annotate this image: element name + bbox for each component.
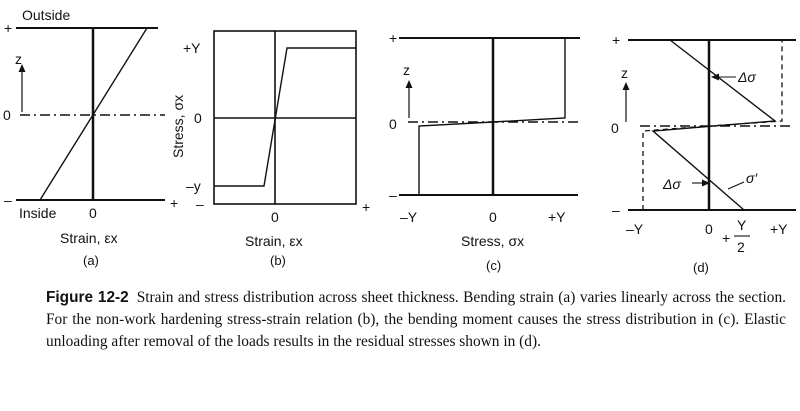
panel-a-inside-label: Inside — [19, 205, 57, 221]
panel-d-plus-y: +Y — [770, 221, 788, 237]
panel-c-minus-y: –Y — [400, 209, 418, 225]
panel-c-minus-bottom: – — [389, 187, 397, 203]
panel-d-zero-left: 0 — [611, 120, 619, 136]
panel-d-zero: 0 — [705, 221, 713, 237]
caption-text: Strain and stress distribution across sheet thickness. Bending strain (a) varies linearly across the section. For the non-work hardening stress-strain relation (b), the bending moment causes the stress distribution in (c). Elastic unloading after removal of the loads results in the residual stresses shown in (d). — [46, 289, 787, 350]
panel-d-plus-sign: + — [722, 230, 731, 246]
panel-d-z-label: z — [621, 65, 628, 81]
panel-a-zero-bottom: 0 — [89, 205, 97, 221]
panel-c — [389, 30, 580, 273]
panel-a-zero-left: 0 — [3, 107, 11, 123]
panel-b-tag: (b) — [270, 253, 286, 268]
panel-b-plus-y: +Y — [183, 40, 201, 56]
panel-c-plus-top: + — [389, 30, 398, 46]
panel-a — [3, 7, 178, 268]
panel-d-minus-y: –Y — [626, 221, 644, 237]
panel-b — [170, 31, 370, 268]
panel-d-delta-upper: Δσ — [738, 69, 756, 85]
panel-c-tag: (c) — [486, 258, 502, 273]
panel-b-minus-y: –y — [186, 178, 201, 194]
panel-d-z-arrowhead — [623, 82, 630, 90]
panel-a-minus-bottom: – — [4, 192, 12, 208]
panel-a-xlabel: Strain, εx — [60, 230, 118, 246]
panel-c-zero: 0 — [489, 209, 497, 225]
panel-a-tag: (a) — [83, 253, 99, 268]
figure-caption — [46, 287, 786, 353]
panel-d-minus-bottom: – — [612, 202, 620, 218]
panel-d-sigma-prime: σ′ — [746, 170, 758, 186]
panel-d — [611, 32, 796, 275]
panel-b-xlabel: Strain, εx — [245, 233, 303, 249]
panel-d-y-denominator: 2 — [737, 239, 745, 255]
panel-a-plus-bottom: + — [170, 195, 179, 211]
panel-c-z-label: z — [403, 62, 410, 78]
panel-d-y-numerator: Y — [737, 217, 747, 233]
panel-d-plus-top: + — [612, 32, 621, 48]
panel-c-zero-left: 0 — [389, 116, 397, 132]
panel-b-ylabel: Stress, σx — [170, 94, 186, 158]
panel-a-outside-label: Outside — [22, 7, 71, 23]
panel-d-sigma-leader — [728, 182, 744, 189]
caption-title: Figure 12-2 — [46, 289, 129, 306]
panel-b-plus-axis: + — [362, 199, 371, 215]
panel-b-stress-strain-curve — [214, 48, 356, 186]
panel-b-zero-bottom: 0 — [271, 209, 279, 225]
panel-c-z-arrowhead — [406, 80, 413, 88]
panel-c-plus-y: +Y — [548, 209, 566, 225]
panel-a-plus-top: + — [4, 20, 13, 36]
panel-d-tag: (d) — [693, 260, 709, 275]
panel-d-delta-lower: Δσ — [663, 176, 681, 192]
panel-c-xlabel: Stress, σx — [461, 233, 525, 249]
panel-a-z-label: z — [15, 51, 22, 67]
panel-b-minus-axis: – — [196, 196, 204, 212]
panel-b-zero: 0 — [194, 110, 202, 126]
